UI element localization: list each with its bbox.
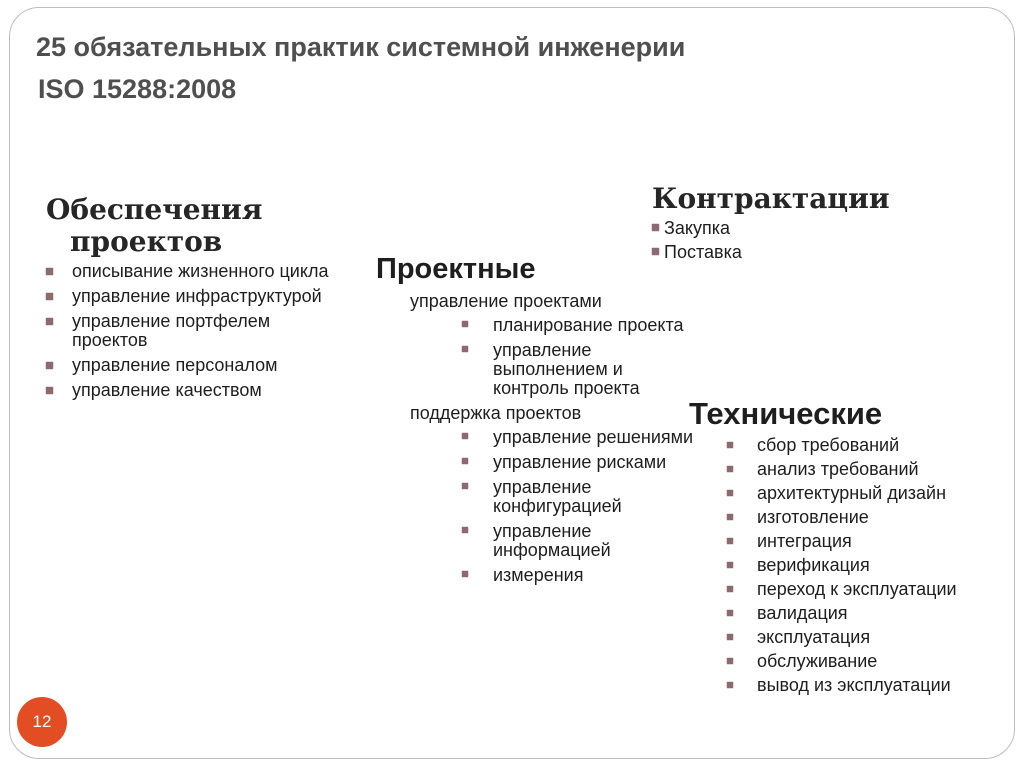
section-heading [46,194,346,258]
section-heading: Контрактации [652,182,890,215]
bullet-icon [462,527,468,533]
bullet-icon [727,442,733,448]
bullet-icon [727,538,733,544]
section-project [376,250,696,591]
list-item: сбор требований [727,436,1009,455]
list-item: управление портфелем проектов [46,312,346,350]
section-contracting [652,181,952,267]
project-management-list [462,316,696,398]
list-item: эксплуатация [727,628,1009,647]
bullet-icon [462,346,468,352]
list-item: управление персоналом [46,356,346,375]
project-support-list [462,428,696,585]
heading-line-2: проектов [70,225,223,258]
contract-list [652,219,952,262]
list-item: переход к эксплуатации [727,580,1009,599]
bullet-icon [462,433,468,439]
list-item: управление конфигурацией [462,478,696,516]
section-heading: Проектные [376,253,536,285]
list-item: измерения [462,566,696,585]
list-item: валидация [727,604,1009,623]
technical-list [727,436,1009,695]
bullet-icon [727,562,733,568]
list-item: обслуживание [727,652,1009,671]
bullet-icon [462,321,468,327]
title-line-2: ISO 15288:2008 [38,74,237,104]
heading-line-1: Обеспечения [46,193,263,226]
group-label: поддержка проектов [410,403,582,423]
bullet-icon [727,586,733,592]
bullet-icon [46,268,53,275]
list-item: описывание жизненного цикла [46,262,346,281]
list-item: планирование проекта [462,316,696,335]
bullet-icon [727,658,733,664]
bullet-icon [462,458,468,464]
list-item: управление решениями [462,428,696,447]
group-label: управление проектами [410,291,602,311]
bullet-icon [727,682,733,688]
bullet-icon [652,224,659,231]
list-item: интеграция [727,532,1009,551]
bullet-icon [727,610,733,616]
bullet-icon [46,387,53,394]
bullet-icon [46,293,53,300]
bullet-icon [462,483,468,489]
list-item: анализ требований [727,460,1009,479]
list-item: управление рисками [462,453,696,472]
list-item: управление информацией [462,522,696,560]
list-item: верификация [727,556,1009,575]
list-item: вывод из эксплуатации [727,676,1009,695]
title-line-1: 25 обязательных практик системной инженерии [36,32,686,62]
section-project-support [46,194,346,406]
bullet-icon [727,514,733,520]
bullet-icon [727,634,733,640]
bullet-icon [727,490,733,496]
section-technical [689,395,1009,700]
support-list [46,262,346,400]
list-item: управление выполнением и контроль проекта [462,341,696,398]
bullet-icon [46,362,53,369]
list-item: архитектурный дизайн [727,484,1009,503]
page-number-badge: 12 [17,697,67,747]
bullet-icon [727,466,733,472]
list-item: управление инфраструктурой [46,287,346,306]
list-item: Закупка [652,219,952,238]
slide-title [36,26,685,110]
list-item: изготовление [727,508,1009,527]
section-heading: Технические [689,396,883,431]
list-item: управление качеством [46,381,346,400]
list-item: Поставка [652,243,952,262]
bullet-icon [46,318,53,325]
bullet-icon [462,571,468,577]
